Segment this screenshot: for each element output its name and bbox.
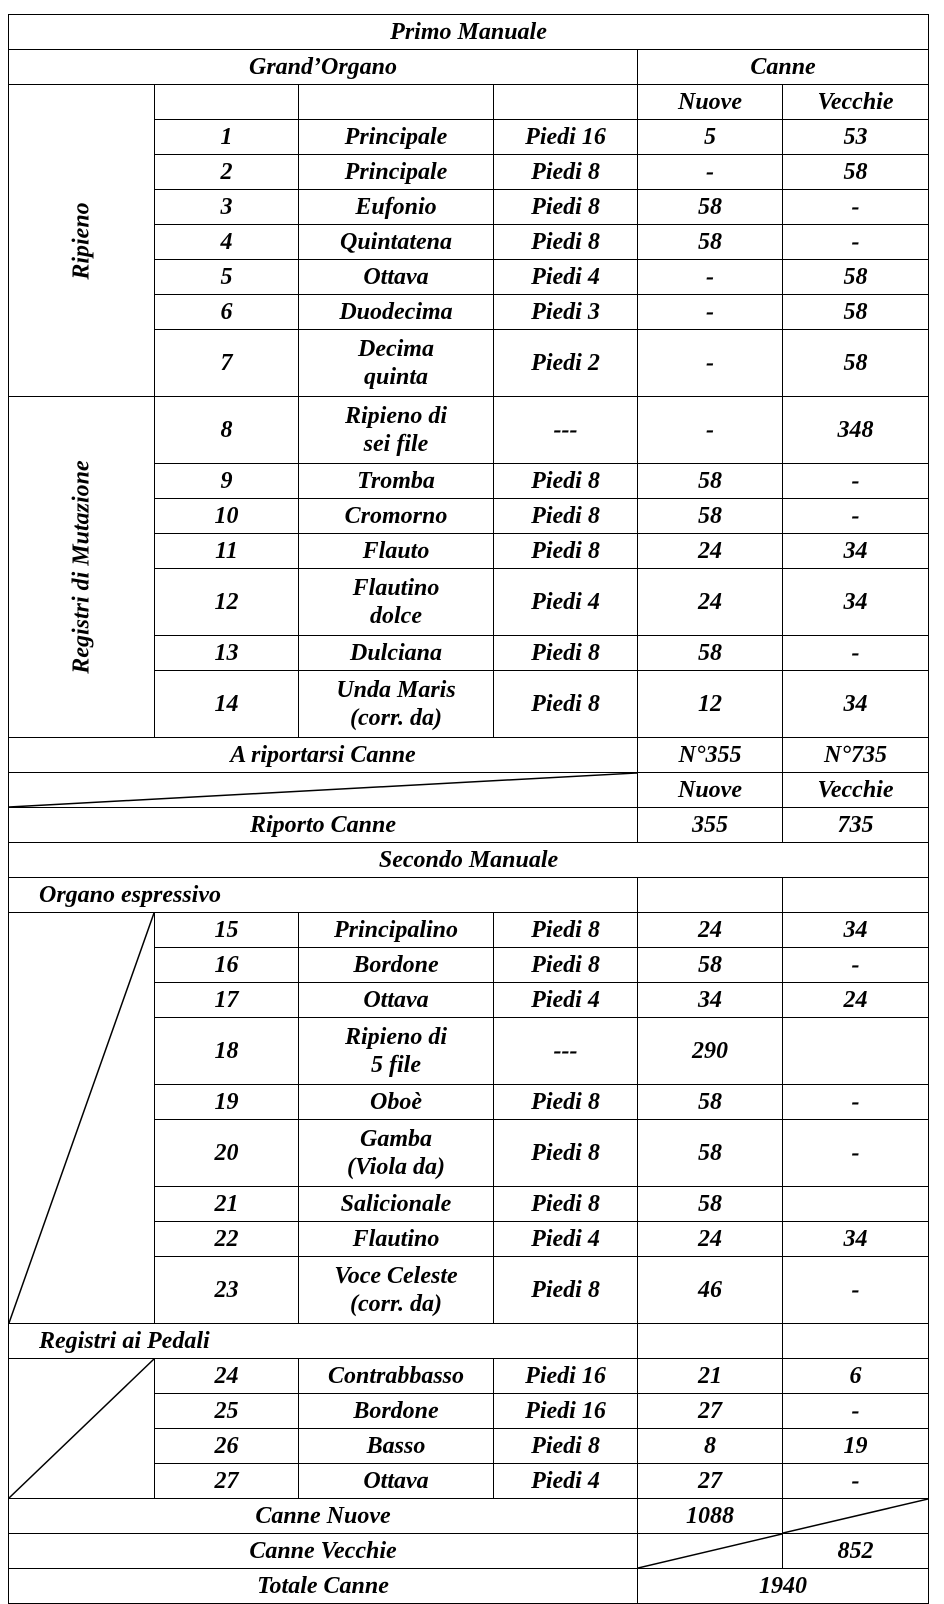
carry-forward-vecchie: N°735 [783,738,929,773]
group-label: Registri di Mutazione [68,460,94,674]
register-number: 18 [155,1018,299,1085]
grand-total-value: 1940 [638,1569,929,1604]
register-name [299,671,494,738]
brought-forward-row [9,808,929,843]
total-old-label: Canne Vecchie [9,1534,638,1569]
pipes-old: 34 [783,569,929,636]
register-name [299,1222,494,1257]
pipes-old: 19 [783,1429,929,1464]
pipes-old: 58 [783,260,929,295]
register-number: 14 [155,671,299,738]
pipes-new: - [638,155,783,190]
total-new-label: Canne Nuove [9,1499,638,1534]
register-name [299,1085,494,1120]
register-number: 21 [155,1187,299,1222]
pipes-old [783,1187,929,1222]
register-name [299,295,494,330]
register-feet: Piedi 8 [494,1429,638,1464]
total-new-row [9,1499,929,1534]
register-feet: Piedi 4 [494,1464,638,1499]
secondo-manuale-row [9,843,929,878]
pipes-old: - [783,1120,929,1187]
register-name-line-1: Ripieno di [344,1024,447,1050]
group-mutazione [9,397,155,738]
title-row [9,15,929,50]
crossed-cell-diagonal [9,773,637,807]
register-name [299,983,494,1018]
brought-forward-label: Riporto Canne [9,808,638,843]
table-title: Primo Manuale [9,15,929,50]
second-header-row [9,773,929,808]
register-feet: Piedi 8 [494,913,638,948]
pipes-new: 27 [638,1464,783,1499]
register-number: 11 [155,534,299,569]
register-number: 19 [155,1085,299,1120]
register-name [299,636,494,671]
register-feet: Piedi 8 [494,1187,638,1222]
register-name [299,1257,494,1324]
pipes-new: 24 [638,1222,783,1257]
pipes-old: 58 [783,330,929,397]
register-number: 9 [155,464,299,499]
register-name [299,569,494,636]
column-header-row [9,85,929,120]
register-feet: Piedi 8 [494,1085,638,1120]
register-name-line-1: Decima [358,336,434,362]
pipes-old: - [783,1257,929,1324]
register-name [299,190,494,225]
register-feet: Piedi 8 [494,671,638,738]
register-name-line-1: Ottava [363,263,429,290]
register-name-line-1: Flauto [362,537,430,564]
pipes-new: 5 [638,120,783,155]
diagonal-line [638,1534,782,1568]
register-feet: Piedi 4 [494,569,638,636]
register-name-line-1: Quintatena [339,228,453,255]
pipes-new: 24 [638,913,783,948]
group-diagonal [9,1359,154,1498]
register-name-line-1: Contrabbasso [327,1362,465,1389]
pipes-old [783,1018,929,1085]
pipes-old: 53 [783,120,929,155]
pipes-new: - [638,260,783,295]
register-name-line-2: sei file [363,431,429,457]
register-name-line-2: 5 file [371,1052,421,1078]
pipes-new: 58 [638,225,783,260]
register-number: 7 [155,330,299,397]
register-name-line-1: Salicionale [340,1190,452,1217]
table-body [9,15,929,1604]
pipes-old: - [783,464,929,499]
pipes-new: 27 [638,1394,783,1429]
section-title: Grand’Organo [9,50,638,85]
register-feet: Piedi 8 [494,464,638,499]
register-feet: Piedi 8 [494,534,638,569]
register-name-line-1: Ottava [363,1467,429,1494]
register-number: 27 [155,1464,299,1499]
register-name [299,1429,494,1464]
pipes-old: 34 [783,534,929,569]
register-name-line-1: Duodecima [339,298,453,325]
pipes-new: 58 [638,1120,783,1187]
table-row [9,1359,929,1394]
pipes-new: 24 [638,534,783,569]
register-number: 22 [155,1222,299,1257]
col-header-nuove: Nuove [638,773,783,808]
grand-total-label: Totale Canne [9,1569,638,1604]
register-number: 3 [155,190,299,225]
register-feet: Piedi 4 [494,1222,638,1257]
organ-registers-table [8,14,929,1604]
register-name-line-1: Principale [344,158,448,185]
register-name-line-1: Voce Celeste [334,1263,458,1289]
register-number: 23 [155,1257,299,1324]
pipes-old: 58 [783,155,929,190]
group-ripieno [9,85,155,397]
register-feet: --- [494,1018,638,1085]
register-name [299,1187,494,1222]
register-name [299,330,494,397]
pipes-old: 34 [783,913,929,948]
register-name [299,464,494,499]
register-name [299,948,494,983]
register-number: 26 [155,1429,299,1464]
register-name [299,397,494,464]
col-header-nuove: Nuove [638,85,783,120]
register-name [299,120,494,155]
register-feet: --- [494,397,638,464]
pipes-new: 58 [638,948,783,983]
register-name-line-1: Dulciana [349,639,442,666]
pipes-old: 348 [783,397,929,464]
empty-cell [155,85,299,120]
register-number: 25 [155,1394,299,1429]
register-feet: Piedi 8 [494,225,638,260]
manual-title: Secondo Manuale [9,843,929,878]
register-feet: Piedi 16 [494,1359,638,1394]
pipes-old: 6 [783,1359,929,1394]
register-name-line-1: Oboè [370,1088,422,1115]
register-feet: Piedi 4 [494,983,638,1018]
crossed-cell [9,773,638,808]
register-feet: Piedi 8 [494,636,638,671]
crossed-cell [783,1499,929,1534]
diagonal-line [9,1359,154,1498]
register-name [299,913,494,948]
register-name [299,155,494,190]
register-feet: Piedi 4 [494,260,638,295]
table-row [9,397,929,464]
register-name [299,1120,494,1187]
table-row [9,913,929,948]
register-name [299,260,494,295]
pipes-old: - [783,190,929,225]
carry-forward-row [9,738,929,773]
brought-forward-vecchie: 735 [783,808,929,843]
register-number: 13 [155,636,299,671]
diagonal-line [9,913,154,1323]
register-name-line-1: Cromorno [344,502,448,529]
pipes-old: - [783,1394,929,1429]
register-number: 8 [155,397,299,464]
pipes-old: 58 [783,295,929,330]
pipes-old: 24 [783,983,929,1018]
pipes-new: 58 [638,1085,783,1120]
register-name-line-2: quinta [363,364,429,390]
crossed-group-cell [9,913,155,1324]
pipes-old: 34 [783,1222,929,1257]
col-header-vecchie: Vecchie [783,85,929,120]
pipes-new: 58 [638,636,783,671]
register-name [299,1394,494,1429]
section-title: Organo espressivo [9,878,638,913]
pipes-new: 58 [638,464,783,499]
register-feet: Piedi 8 [494,1120,638,1187]
register-name-line-1: Flautino [352,575,440,601]
register-feet: Piedi 16 [494,120,638,155]
pipes-new: 21 [638,1359,783,1394]
empty-cell [299,85,494,120]
empty-cell [783,878,929,913]
total-old-row [9,1534,929,1569]
empty-cell [494,85,638,120]
canne-header: Canne [638,50,929,85]
pipes-old: - [783,225,929,260]
pipes-new: - [638,397,783,464]
register-name-line-1: Unda Maris [336,677,456,703]
pipes-old: - [783,636,929,671]
crossed-cell-diagonal [783,1499,928,1533]
register-feet: Piedi 8 [494,499,638,534]
grand-total-row [9,1569,929,1604]
register-name-line-2: (corr. da) [350,1291,442,1317]
register-feet: Piedi 8 [494,155,638,190]
register-feet: Piedi 3 [494,295,638,330]
group-label: Ripieno [68,201,94,280]
crossed-cell-diagonal [638,1534,782,1568]
register-name-line-1: Principalino [333,916,459,943]
register-name-line-1: Bordone [353,1397,439,1424]
pipes-new: - [638,330,783,397]
register-name [299,499,494,534]
crossed-group-cell [9,1359,155,1499]
register-number: 12 [155,569,299,636]
carry-forward-label: A riportarsi Canne [9,738,638,773]
grand-organo-header-row [9,50,929,85]
register-feet: Piedi 8 [494,190,638,225]
pipes-new: 12 [638,671,783,738]
carry-forward-nuove: N°355 [638,738,783,773]
pipes-old: - [783,499,929,534]
register-number: 16 [155,948,299,983]
group-diagonal [9,913,154,1323]
pipes-new: 58 [638,1187,783,1222]
register-name [299,1359,494,1394]
register-number: 15 [155,913,299,948]
register-feet: Piedi 2 [494,330,638,397]
empty-cell [638,878,783,913]
register-name-line-1: Gamba [360,1126,432,1152]
pipes-new: 290 [638,1018,783,1085]
register-name [299,1464,494,1499]
brought-forward-nuove: 355 [638,808,783,843]
register-feet: Piedi 16 [494,1394,638,1429]
register-name-line-2: (Viola da) [346,1154,445,1180]
pipes-old: - [783,1464,929,1499]
pipes-old: 34 [783,671,929,738]
pipes-new: - [638,295,783,330]
register-name-line-1: Ottava [363,986,429,1013]
empty-cell [638,1324,783,1359]
register-name-line-1: Flautino [352,1225,440,1252]
pipes-new: 34 [638,983,783,1018]
pipes-new: 46 [638,1257,783,1324]
diagonal-line [9,773,637,807]
pipes-new: 58 [638,190,783,225]
pipes-old: - [783,948,929,983]
register-name-line-1: Bordone [353,951,439,978]
pedali-header-row [9,1324,929,1359]
register-number: 2 [155,155,299,190]
register-name [299,1018,494,1085]
register-name-line-1: Basso [366,1432,426,1459]
total-new-value: 1088 [638,1499,783,1534]
register-name [299,225,494,260]
register-number: 17 [155,983,299,1018]
section-title: Registri ai Pedali [9,1324,638,1359]
register-name-line-2: dolce [370,603,422,629]
register-name-line-1: Principale [344,123,448,150]
register-feet: Piedi 8 [494,1257,638,1324]
register-number: 1 [155,120,299,155]
register-name-line-2: (corr. da) [350,705,442,731]
diagonal-line [783,1499,928,1533]
col-header-vecchie: Vecchie [783,773,929,808]
register-number: 6 [155,295,299,330]
crossed-cell [638,1534,783,1569]
register-number: 4 [155,225,299,260]
register-feet: Piedi 8 [494,948,638,983]
register-name [299,534,494,569]
register-name-line-1: Eufonio [355,193,437,220]
total-old-value: 852 [783,1534,929,1569]
register-number: 24 [155,1359,299,1394]
register-name-line-1: Tromba [357,467,435,494]
register-name-line-1: Ripieno di [344,403,447,429]
register-number: 10 [155,499,299,534]
organo-espressivo-row [9,878,929,913]
register-number: 5 [155,260,299,295]
pipes-new: 58 [638,499,783,534]
empty-cell [783,1324,929,1359]
pipes-new: 24 [638,569,783,636]
register-number: 20 [155,1120,299,1187]
pipes-old: - [783,1085,929,1120]
pipes-new: 8 [638,1429,783,1464]
